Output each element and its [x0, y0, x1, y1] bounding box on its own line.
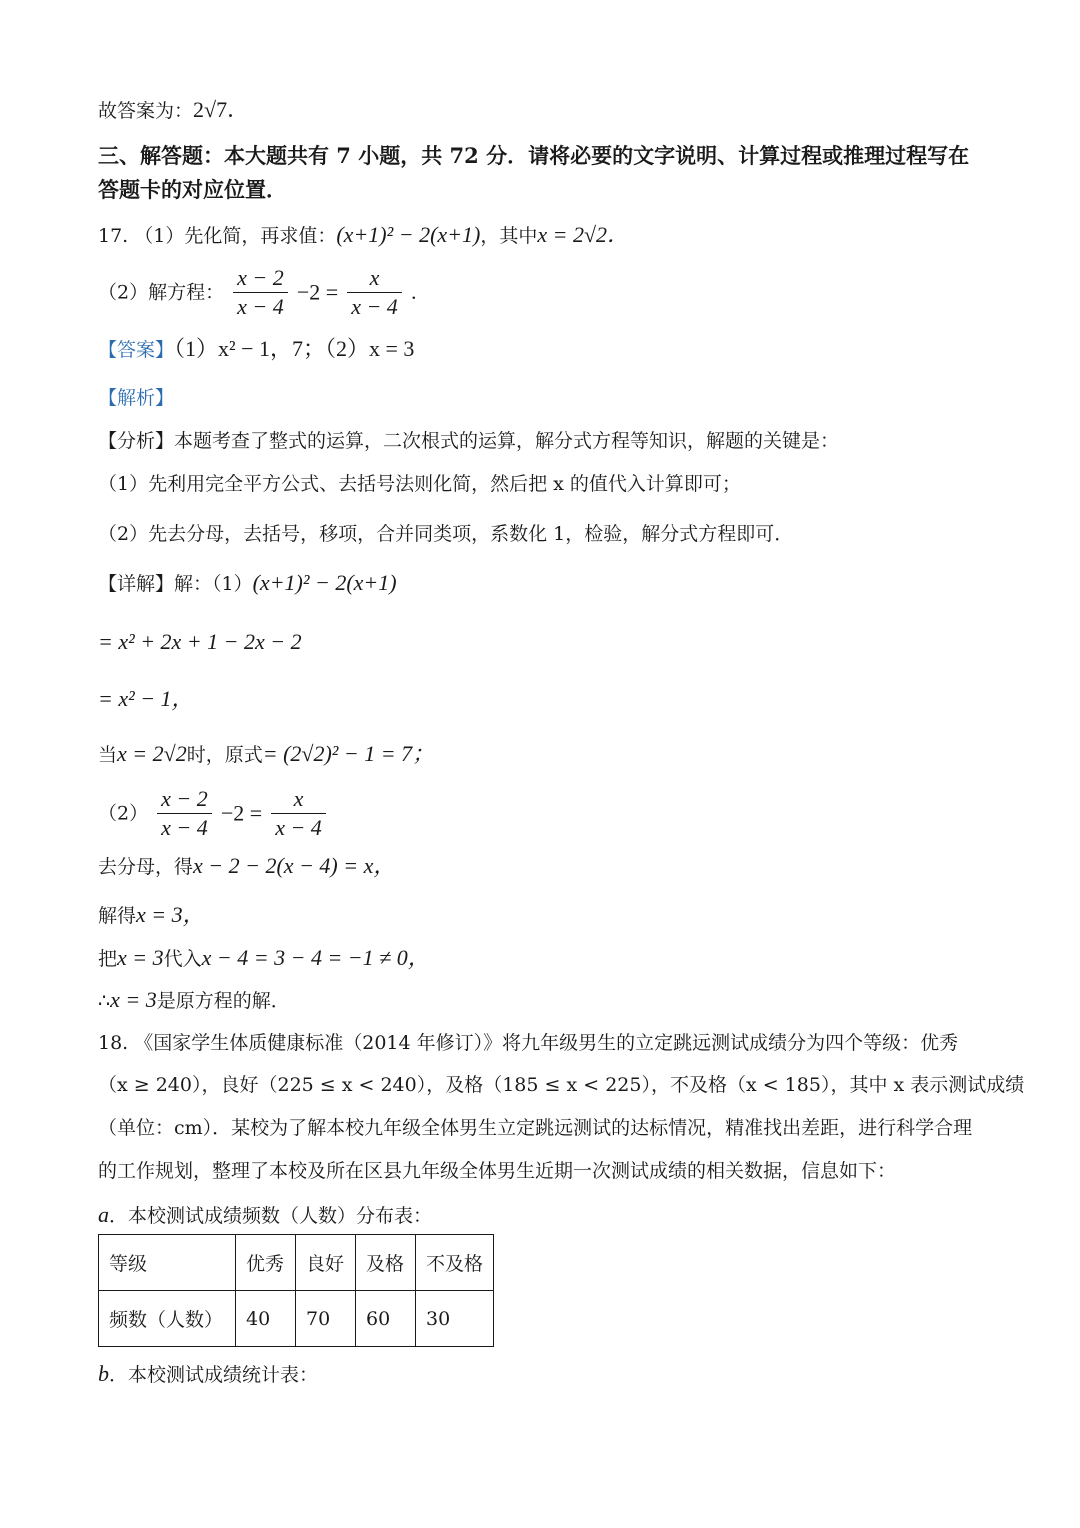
- calc-step-1: = x² + 2x + 1 − 2x − 2: [98, 629, 302, 654]
- substitution-line: 当x = 2√2时，原式= (2√2)² − 1 = 7；: [98, 741, 435, 766]
- question-18-line-1: 18. 《国家学生体质健康标准（2014 年修订）》将九年级男生的立定跳远测试成绩分为四个等级：优秀: [98, 1032, 959, 1054]
- table-cell: 等级: [99, 1235, 236, 1291]
- table-cell: 60: [356, 1291, 416, 1347]
- table-cell: 及格: [356, 1235, 416, 1291]
- answer-line: 故答案为：2√7．: [98, 97, 250, 122]
- item-b-caption: b．本校测试成绩统计表：: [98, 1361, 319, 1386]
- frequency-table: [98, 1234, 494, 1347]
- table-cell: 良好: [296, 1235, 356, 1291]
- table-row: [99, 1291, 494, 1347]
- check-line: 把x = 3代入x − 4 = 3 − 4 = −1 ≠ 0，: [98, 945, 430, 970]
- answer-tag: 【答案】: [98, 339, 175, 361]
- section-heading-line-1: 三、解答题：本大题共有 7 小题，共 72 分．请将必要的文字说明、计算过程或推理过程写在: [98, 143, 970, 168]
- analysis-tag: 【解析】: [98, 387, 175, 409]
- question-18-line-3: （单位：cm）．某校为了解本校九年级全体男生立定跳远测试的达标情况，精准找出差距，进行科学合理: [98, 1117, 973, 1139]
- question-18-line-2: （x ≥ 240），良好（225 ≤ x < 240），及格（185 ≤ x < 225），不及格（x < 185），其中 x 表示测试成绩: [98, 1074, 1025, 1096]
- analysis-line: 【分析】本题考查了整式的运算，二次根式的运算，解分式方程等知识，解题的关键是：: [98, 430, 840, 452]
- question-18-line-4: 的工作规划，整理了本校及所在区县九年级全体男生近期一次测试成绩的相关数据，信息如下：: [98, 1160, 897, 1182]
- table-cell: 30: [416, 1291, 494, 1347]
- table-cell: 70: [296, 1291, 356, 1347]
- table-cell: 不及格: [416, 1235, 494, 1291]
- section-heading-line-2: 答题卡的对应位置．: [98, 177, 287, 202]
- analysis-step-2: （2）先去分母，去括号，移项，合并同类项，系数化 1，检验，解分式方程即可．: [98, 523, 794, 545]
- table-header-row: [99, 1235, 494, 1291]
- fraction-lhs: $\frac{x - 2}{x - 4}$: [233, 265, 288, 320]
- item-a-caption: a．本校测试成绩频数（人数）分布表：: [98, 1202, 433, 1227]
- table-cell: 频数（人数）: [99, 1291, 236, 1347]
- calc-step-2: = x² − 1，: [98, 686, 194, 711]
- solve-line: 解得x = 3，: [98, 902, 205, 927]
- conclusion-line: ∴x = 3是原方程的解．: [98, 987, 290, 1012]
- fraction-rhs: $\frac{x}{x - 4}$: [347, 265, 402, 320]
- detail-line: 【详解】解：（1）(x+1)² − 2(x+1): [98, 570, 397, 595]
- q17-expression: (x+1)² − 2(x+1): [336, 222, 481, 247]
- clear-denominator-line: 去分母，得x − 2 − 2(x − 4) = x，: [98, 853, 396, 878]
- q17-condition: x = 2√2．: [537, 222, 630, 247]
- analysis-step-1: （1）先利用完全平方公式、去括号法则化简，然后把 x 的值代入计算即可；: [98, 473, 741, 495]
- table-cell: 优秀: [236, 1235, 296, 1291]
- part-2-equation: （2） $\frac{x - 2}{x - 4}$ −2 = $\frac{x}{x - 4}$: [98, 786, 329, 841]
- question-17-part-2: （2）解方程： $\frac{x - 2}{x - 4}$ −2 = $\frac{x}{x - 4}$ ．: [98, 265, 430, 319]
- answer-value: 2√7．: [193, 97, 250, 122]
- question-17-part-1: 17. （1）先化简，再求值：(x+1)² − 2(x+1)，其中x = 2√2．: [98, 222, 630, 247]
- table-cell: 40: [236, 1291, 296, 1347]
- answer-summary: 【答案】（1）x² − 1，7；（2）x = 3: [98, 336, 415, 361]
